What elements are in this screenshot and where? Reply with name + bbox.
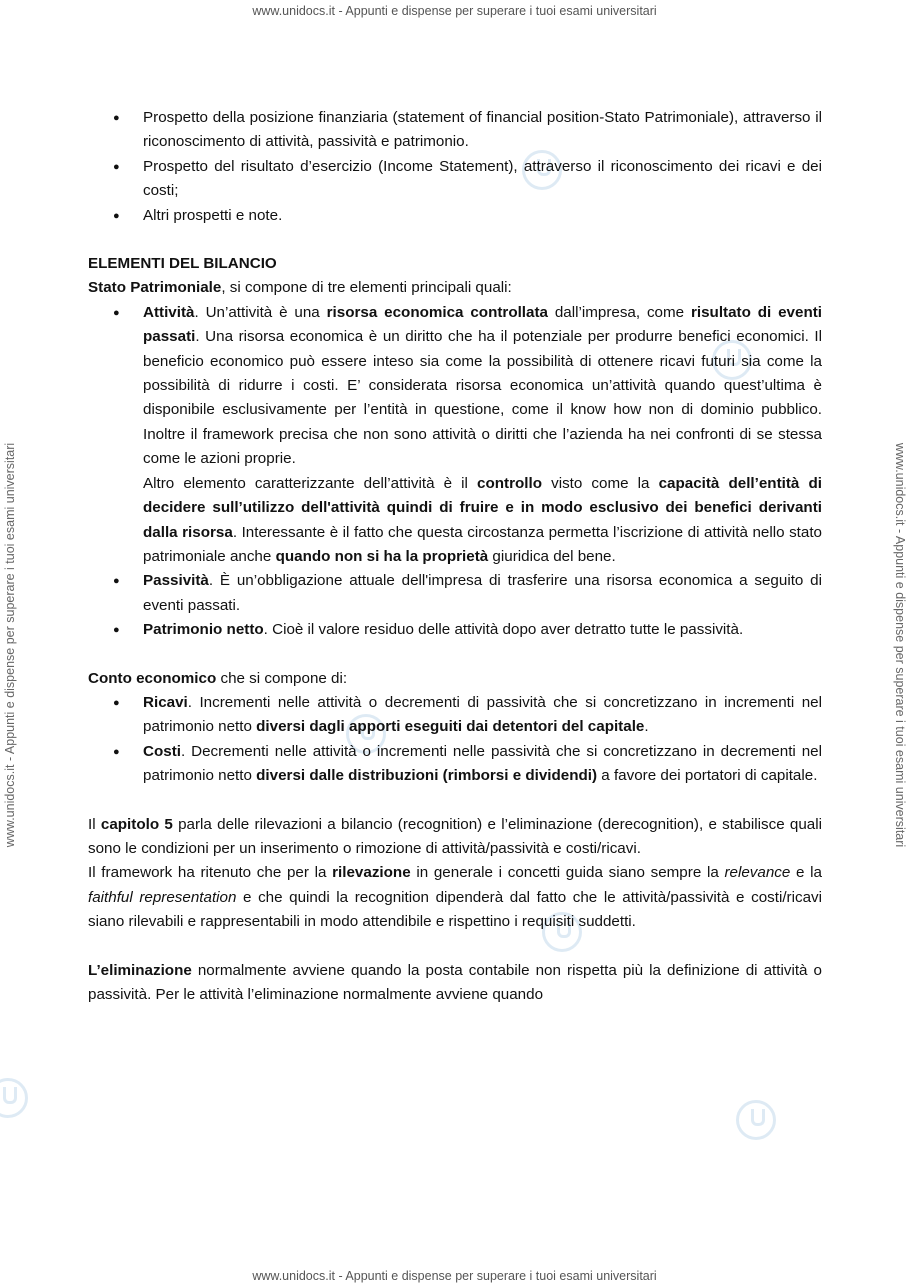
left-side-watermark: www.unidocs.it - Appunti e dispense per superare i tuoi esami universitari: [3, 442, 17, 848]
conto-economico-intro: Conto economico che si compone di:: [88, 669, 348, 687]
bottom-watermark-text: www.unidocs.it - Appunti e dispense per superare i tuoi esami universitari: [252, 1269, 657, 1283]
watermark-logo-icon: [0, 1078, 28, 1118]
top-watermark-text: www.unidocs.it - Appunti e dispense per superare i tuoi esami universitari: [252, 4, 657, 18]
list-item: ● Altri prospetti e note.: [88, 204, 822, 228]
eliminazione-paragraph: L’eliminazione normalmente avviene quando la posta contabile non rispetta più la definizione di attività o passività. Per le attività l’eliminazione normalmente avviene quando: [88, 961, 822, 1003]
list-item-patrimonio-netto: ● Patrimonio netto. Cioè il valore residuo delle attività dopo aver detratto tutte le passività.: [88, 618, 822, 642]
top-watermark: [0, 4, 909, 18]
list-item-attivita: ● Attività. Un’attività è una risorsa economica controllata dall’impresa, come risultato di eventi passati. Una risorsa economica è un diritto che ha il potenziale per produrre benefici economici. Il beneficio economico può essere inteso sia come la possibilità di ottenere ricavi futuri sia come la possibilità di ridurre i costi. E’ considerata risorsa economica un’attività quando quest’ultima è disponibile esclusivamente per l’entità in questione, come il know how non di dominio pubblico. Inoltre il framework precisa che non sono attività o diritti che l’azienda ha nei confronti di se stessa come le azioni proprie. Altro elemento caratterizzante dell’attività è il controllo visto come la capacità dell’entità di decidere sull’utilizzo dell'attività quindi di fruire e in modo esclusivo dei benefici derivanti dalla risorsa. Interessante è il fatto che questa circostanza permetta l’iscrizione di attività nello stato patrimoniale anche quando non si ha la proprietà giuridica del bene.: [88, 301, 822, 569]
right-side-watermark: www.unidocs.it - Appunti e dispense per superare i tuoi esami universitari: [893, 442, 907, 848]
bottom-watermark: [0, 1269, 909, 1283]
intro-bullet-list: [88, 106, 822, 228]
section-heading: ELEMENTI DEL BILANCIO: [88, 255, 277, 273]
list-item-passivita: ● Passività. È un’obbligazione attuale dell'impresa di trasferire una risorsa economica a seguito di eventi passati.: [88, 569, 822, 618]
list-item: ● Prospetto della posizione finanziaria (statement of financial position-Stato Patrimoniale), attraverso il riconoscimento di attività, passività e patrimonio.: [88, 106, 822, 155]
stato-patrimoniale-title: Stato Patrimoniale: [88, 279, 222, 297]
conto-economico-title: Conto economico: [88, 669, 217, 687]
document-body: [88, 106, 822, 1007]
stato-patrimoniale-intro: Stato Patrimoniale, si compone di tre elementi principali quali:: [88, 279, 512, 297]
stato-patrimoniale-list: [88, 301, 822, 643]
list-item: ● Prospetto del risultato d’esercizio (Income Statement), attraverso il riconoscimento dei ricavi e dei costi;: [88, 155, 822, 204]
list-item-ricavi: ● Ricavi. Incrementi nelle attività o decrementi di passività che si concretizzano in incrementi nel patrimonio netto diversi dagli apporti eseguiti dai detentori del capitale.: [88, 691, 822, 740]
rilevazione-paragraph: Il framework ha ritenuto che per la rilevazione in generale i concetti guida siano sempre la relevance e la faithful representation e che quindi la recognition dipenderà dal fatto che le attività/passività e costi/ricavi siano rilevabili e rappresentabili in modo attendibile e rispettino i requisiti suddetti.: [88, 864, 822, 931]
watermark-logo-icon: [736, 1100, 776, 1140]
conto-economico-list: [88, 691, 822, 789]
attivita-second-paragraph: Altro elemento caratterizzante dell’attività è il controllo visto come la capacità dell’entità di decidere sull’utilizzo dell'attività quindi di fruire e in modo esclusivo dei benefici derivanti dalla risorsa. Interessante è il fatto che questa circostanza permetta l’iscrizione di attività nello stato patrimoniale anche quando non si ha la proprietà giuridica del bene.: [143, 474, 822, 565]
list-item-costi: ● Costi. Decrementi nelle attività o incrementi nelle passività che si concretizzano in decrementi nel patrimonio netto diversi dalle distribuzioni (rimborsi e dividendi) a favore dei portatori di capitale.: [88, 740, 822, 789]
capitolo-5-paragraph: Il capitolo 5 parla delle rilevazioni a bilancio (recognition) e l’eliminazione (derecognition), e stabilisce quali sono le condizioni per un inserimento o rimozione di attività/passività e costi/ricavi.: [88, 815, 822, 857]
